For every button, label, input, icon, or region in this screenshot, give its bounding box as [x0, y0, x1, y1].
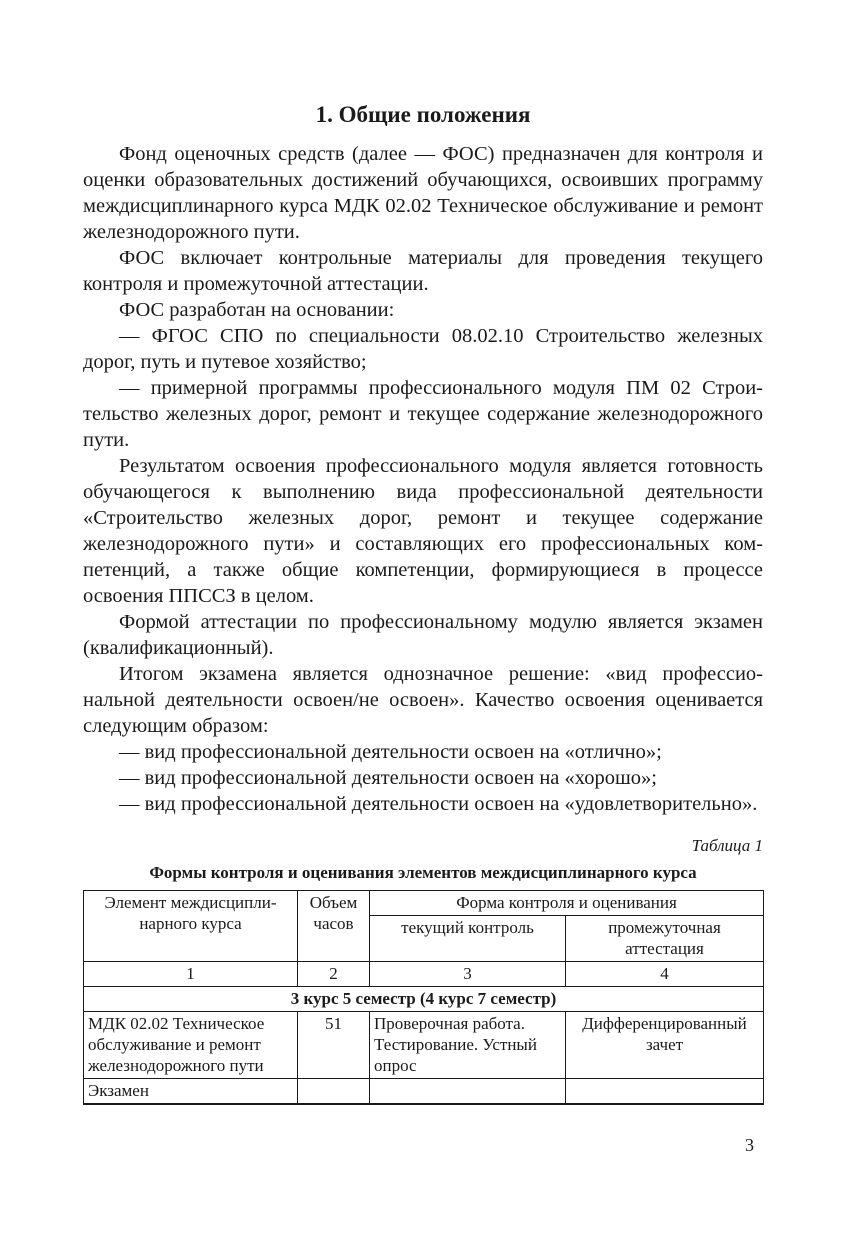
header-hours: Объем часов	[298, 891, 370, 962]
section-heading: 1. Общие положения	[315, 102, 531, 127]
table-header-row	[84, 891, 764, 916]
list-item: — примерной программы профессионального модуля ПМ 02 Строительство железных дорог, ремонт и текущее содержание железнодорожного пути.	[83, 377, 763, 451]
cell-intermediate	[566, 1079, 764, 1105]
column-number: 2	[298, 962, 370, 987]
list-item: — вид профессиональной деятельности освоен на «отлично»;	[119, 741, 662, 763]
cell-element: Экзамен	[84, 1079, 298, 1105]
paragraph: Результатом освоения профессионального модуля является готовность обучающегося к выполнению вида профессиональной деятельности «Строительство железных дорог, ремонт и текущее содержание железнодорожного пути» и составляющих его профессиональных компетенций, а также общие компетенции, формирующиеся в процессе освоения ППССЗ в целом.	[83, 455, 763, 607]
cell-current: Проверочная работа. Тестирование. Устный опрос	[370, 1012, 566, 1079]
column-number-row	[84, 962, 764, 987]
list-item: — вид профессиональной деятельности освоен на «хорошо»;	[119, 767, 657, 789]
column-number: 1	[84, 962, 298, 987]
cell-current	[370, 1079, 566, 1105]
control-forms-table	[83, 890, 764, 1105]
paragraph: ФОС разработан на основании:	[119, 299, 395, 321]
table-row	[84, 1012, 764, 1079]
header-control-forms: Форма контроля и оценивания	[370, 891, 764, 916]
cell-hours: 51	[298, 1012, 370, 1079]
header-intermediate: промежуточная аттестация	[566, 916, 764, 962]
paragraph: ФОС включает контрольные материалы для проведения текущего контроля и промежуточной аттестации.	[83, 247, 763, 295]
header-element: Элемент междисциплинарного курса	[84, 891, 298, 962]
body-text	[83, 141, 763, 817]
cell-intermediate: Дифференцированный зачет	[566, 1012, 764, 1079]
document-page	[83, 100, 763, 1105]
section-row	[84, 987, 764, 1012]
paragraph: Формой аттестации по профессиональному модулю является экзамен (квалификационный).	[83, 611, 763, 659]
column-number: 4	[566, 962, 764, 987]
table-row	[84, 1079, 764, 1105]
paragraph: Итогом экзамена является однозначное решение: «вид профессиональной деятельности освоен/не освоен». Качество освоения оценивается следующим образом:	[83, 663, 763, 737]
table-title: Формы контроля и оценивания элементов междисциплинарного курса	[149, 863, 697, 882]
column-number: 3	[370, 962, 566, 987]
cell-element: МДК 02.02 Техническое обслуживание и ремонт железнодорожного пути	[84, 1012, 298, 1079]
paragraph: Фонд оценочных средств (далее — ФОС) предназначен для контроля и оценки образовательных достижений обучающихся, освоивших программу междисциплинарного курса МДК 02.02 Техническое обслуживание и ремонт железнодорожного пути.	[83, 143, 763, 243]
header-current: текущий контроль	[370, 916, 566, 962]
cell-hours	[298, 1079, 370, 1105]
list-item: — вид профессиональной деятельности освоен на «удовлетворительно».	[119, 793, 758, 815]
table-label: Таблица 1	[691, 836, 763, 855]
page-number: 3	[745, 1135, 754, 1155]
section-title: 3 курс 5 семестр (4 курс 7 семестр)	[84, 987, 764, 1012]
list-item: — ФГОС СПО по специальности 08.02.10 Строительство железных дорог, путь и путевое хозяйство;	[83, 325, 763, 373]
